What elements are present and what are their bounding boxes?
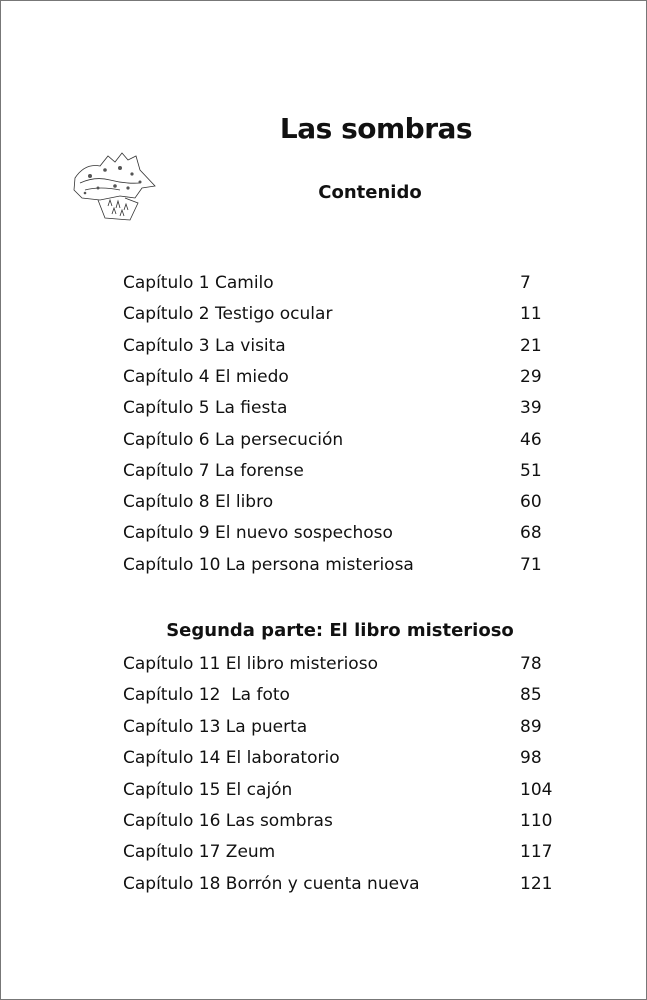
page-number: 11 — [520, 304, 542, 325]
toc-entry — [123, 717, 563, 741]
page-number: 39 — [520, 398, 542, 419]
chapter-title: Capítulo 10 La persona misteriosa — [123, 554, 414, 575]
toc-entry — [123, 273, 563, 297]
page-number: 98 — [520, 748, 542, 769]
toc-entry — [123, 367, 563, 391]
page-number: 110 — [520, 811, 553, 831]
toc-entry — [123, 780, 563, 804]
landscape-illustration-icon — [70, 148, 160, 226]
toc-entry — [123, 523, 563, 547]
page-number: 85 — [520, 685, 542, 706]
toc-entry — [123, 811, 563, 835]
page-number: 51 — [520, 460, 542, 481]
toc-entry — [123, 304, 563, 328]
toc-entry — [123, 748, 563, 772]
toc-entry — [123, 654, 563, 678]
toc-entry — [123, 874, 563, 898]
chapter-title: Capítulo 11 El libro misterioso — [123, 654, 378, 674]
chapter-title: Capítulo 12 La foto — [123, 685, 290, 706]
page-number: 68 — [520, 523, 542, 544]
chapter-title: Capítulo 14 El laboratorio — [123, 748, 340, 769]
chapter-title: Capítulo 13 La puerta — [123, 716, 308, 737]
chapter-title: Capítulo 1 Camilo — [123, 273, 274, 293]
page-number: 46 — [520, 429, 542, 450]
page-number: 71 — [520, 554, 542, 575]
chapter-title: Capítulo 5 La fiesta — [123, 398, 288, 419]
chapter-title: Capítulo 2 Testigo ocular — [123, 304, 333, 325]
toc-entry — [123, 842, 563, 866]
page-number: 117 — [520, 842, 553, 863]
page-number: 7 — [520, 273, 531, 293]
chapter-title: Capítulo 15 El cajón — [123, 779, 293, 800]
chapter-title: Capítulo 6 La persecución — [123, 429, 344, 450]
page-number: 78 — [520, 654, 542, 674]
toc-entry — [123, 398, 563, 422]
chapter-title: Capítulo 17 Zeum — [123, 842, 276, 863]
toc-entry — [123, 685, 563, 709]
page-number: 104 — [520, 779, 553, 800]
chapter-title: Capítulo 18 Borrón y cuenta nueva — [123, 873, 420, 894]
page-number: 89 — [520, 716, 542, 737]
chapter-title: Capítulo 8 El libro — [123, 492, 274, 513]
contents-heading: Contenido — [318, 182, 422, 203]
chapter-title: Capítulo 9 El nuevo sospechoso — [123, 523, 393, 544]
chapter-title: Capítulo 3 La visita — [123, 335, 286, 356]
toc-entry — [123, 336, 563, 360]
toc-entry — [123, 461, 563, 485]
book-title: Las sombras — [279, 112, 473, 145]
toc-entry — [123, 555, 563, 579]
page-number: 121 — [520, 873, 553, 894]
page-number: 29 — [520, 366, 542, 387]
chapter-title: Capítulo 4 El miedo — [123, 366, 289, 387]
page-number: 21 — [520, 335, 542, 356]
toc-entry — [123, 492, 563, 516]
chapter-title: Capítulo 16 Las sombras — [123, 811, 333, 831]
page-number: 60 — [520, 492, 542, 513]
part-two-heading: Segunda parte: El libro misterioso — [166, 620, 514, 641]
toc-entry — [123, 430, 563, 454]
chapter-title: Capítulo 7 La forense — [123, 460, 304, 481]
